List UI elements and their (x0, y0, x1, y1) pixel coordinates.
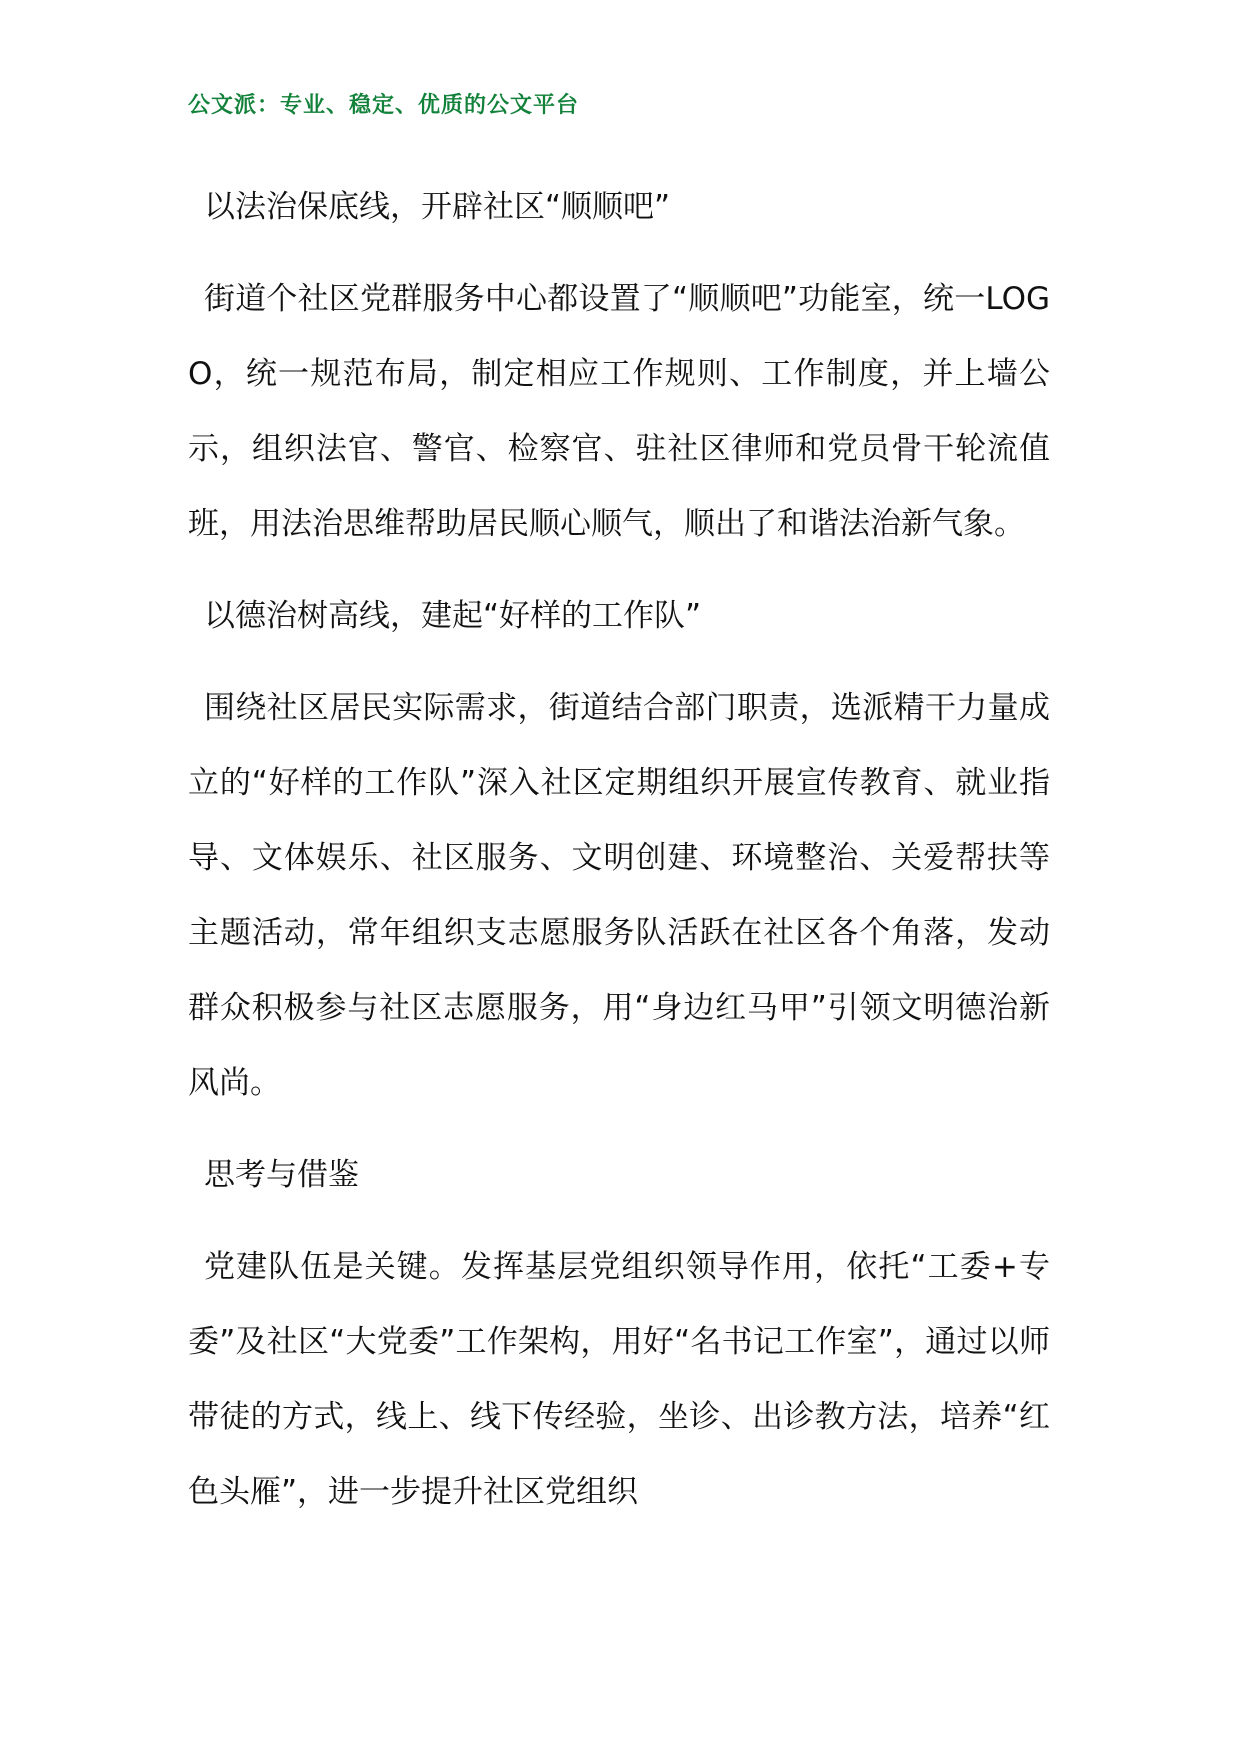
paragraph-rule-of-law: 街道个社区党群服务中心都设置了“顺顺吧”功能室，统一LOGO，统一规范布局，制定相应工作规则、工作制度，并上墙公示，组织法官、警官、检察官、驻社区律师和党员骨干轮流值班，用法治思维帮助居民顺心顺气，顺出了和谐法治新气象。 (188, 281, 1050, 542)
section-heading-rule-of-virtue: 以德治树高线，建起“好样的工作队” (204, 598, 702, 634)
spacer (188, 1213, 1050, 1230)
paragraph-rule-of-virtue: 围绕社区居民实际需求，街道结合部门职责，选派精干力量成立的“好样的工作队”深入社区定期组织开展宣传教育、就业指导、文体娱乐、社区服务、文明创建、环境整治、关爱帮扶等主题活动，常年组织支志愿服务队活跃在社区各个角落，发动群众积极参与社区志愿服务，用“身边红马甲”引领文明德治新风尚。 (188, 690, 1050, 1101)
section-heading-rule-of-law: 以法治保底线，开辟社区“顺顺吧” (204, 189, 671, 225)
spacer (188, 245, 1050, 262)
document-body (188, 170, 1050, 1530)
spacer (188, 562, 1050, 579)
spacer (188, 654, 1050, 671)
spacer (188, 1121, 1050, 1138)
section-heading-reflection: 思考与借鉴 (204, 1157, 359, 1193)
site-header: 公文派：专业、稳定、优质的公文平台 (188, 92, 580, 118)
paragraph-reflection: 党建队伍是关键。发挥基层党组织领导作用，依托“工委+专委”及社区“大党委”工作架构，用好“名书记工作室”，通过以师带徒的方式，线上、线下传经验，坐诊、出诊教方法，培养“红色头雁”，进一步提升社区党组织 (188, 1249, 1050, 1510)
